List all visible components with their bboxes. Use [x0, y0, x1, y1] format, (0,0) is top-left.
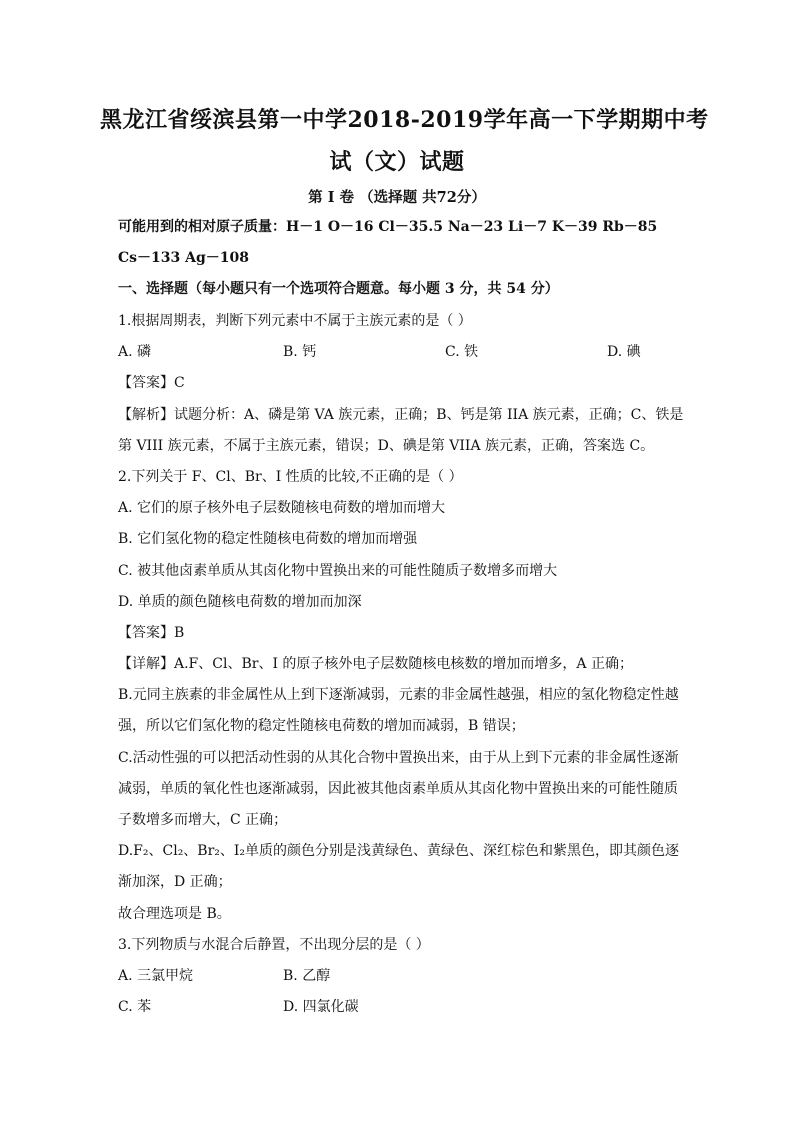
q2-detail-line: C.活动性强的可以把活动性弱的从其化合物中置换出来，由于从上到下元素的非金属性逐渐: [118, 750, 679, 766]
q1-analysis-line2: 第 VIII 族元素，不属于主族元素，错误；D、碘是第 VIIA 族元素，正确，答案选 C。: [118, 438, 655, 454]
part-heading: 一、选择题（每小题只有一个选项符合题意。每小题 3 分，共 54 分）: [118, 281, 559, 297]
q2-answer: 【答案】B: [118, 625, 185, 641]
q3-stem: 3.下列物质与水混合后静置，不出现分层的是（ ）: [118, 937, 430, 953]
q1-option-a: A. 磷: [118, 344, 152, 360]
q3-option-d: D. 四氯化碳: [283, 999, 359, 1015]
q2-stem: 2.下列关于 F、Cl、Br、I 性质的比较,不正确的是（ ）: [118, 469, 463, 485]
q1-analysis-line1: 【解析】试题分析：A、磷是第 VA 族元素，正确；B、钙是第 IIA 族元素，正确；C、铁是: [118, 407, 684, 423]
q1-stem: 1.根据周期表，判断下列元素中不属于主族元素的是（ ）: [118, 313, 472, 329]
atomic-mass-line1: 可能用到的相对原子质量：H－1 O－16 Cl－35.5 Na－23 Li－7 K－39 Rb－85: [118, 219, 658, 235]
document-title-line1: 黑龙江省绥滨县第一中学2018-2019学年高一下学期期中考: [100, 107, 709, 133]
q2-detail-line: D.F₂、Cl₂、Br₂、I₂单质的颜色分别是浅黄绿色、黄绿色、深红棕色和紫黑色，即其颜色逐: [118, 843, 680, 859]
q2-detail-line: 渐加深，D 正确；: [118, 874, 232, 890]
q1-answer: 【答案】C: [118, 375, 185, 391]
q2-option-a: A. 它们的原子核外电子层数随核电荷数的增加而增大: [118, 500, 446, 516]
q2-option-c: C. 被其他卤素单质从其卤化物中置换出来的可能性随质子数增多而增大: [118, 563, 558, 579]
q3-option-c: C. 苯: [118, 999, 152, 1015]
q1-option-c: C. 铁: [445, 344, 479, 360]
document-title-line2: 试（文）试题: [329, 149, 465, 175]
section-heading: 第 I 卷 （选择题 共72分）: [308, 189, 486, 206]
q2-detail-line: B.元同主族素的非金属性从上到下逐渐减弱，元素的非金属性越强，相应的氢化物稳定性越: [118, 687, 679, 703]
q2-detail-line: 【详解】A.F、Cl、Br、I 的原子核外电子层数随核电核数的增加而增多，A 正确；: [118, 656, 633, 672]
q2-option-b: B. 它们氢化物的稳定性随核电荷数的增加而增强: [118, 531, 418, 547]
q2-detail-line: 故合理选项是 B。: [118, 906, 231, 922]
q2-detail-line: 子数增多而增大，C 正确；: [118, 812, 288, 828]
atomic-mass-line2: Cs－133 Ag－108: [118, 250, 249, 266]
q3-option-b: B. 乙醇: [283, 968, 331, 984]
q3-option-a: A. 三氯甲烷: [118, 968, 194, 984]
q1-option-b: B. 钙: [283, 344, 317, 360]
q1-option-d: D. 碘: [607, 344, 641, 360]
q2-option-d: D. 单质的颜色随核电荷数的增加而加深: [118, 594, 362, 610]
q2-detail-line: 强，所以它们氢化物的稳定性随核电荷数的增加而减弱，B 错误；: [118, 718, 525, 734]
q2-detail-line: 减弱，单质的氧化性也逐渐减弱，因此被其他卤素单质从其卤化物中置换出来的可能性随质: [118, 781, 678, 797]
